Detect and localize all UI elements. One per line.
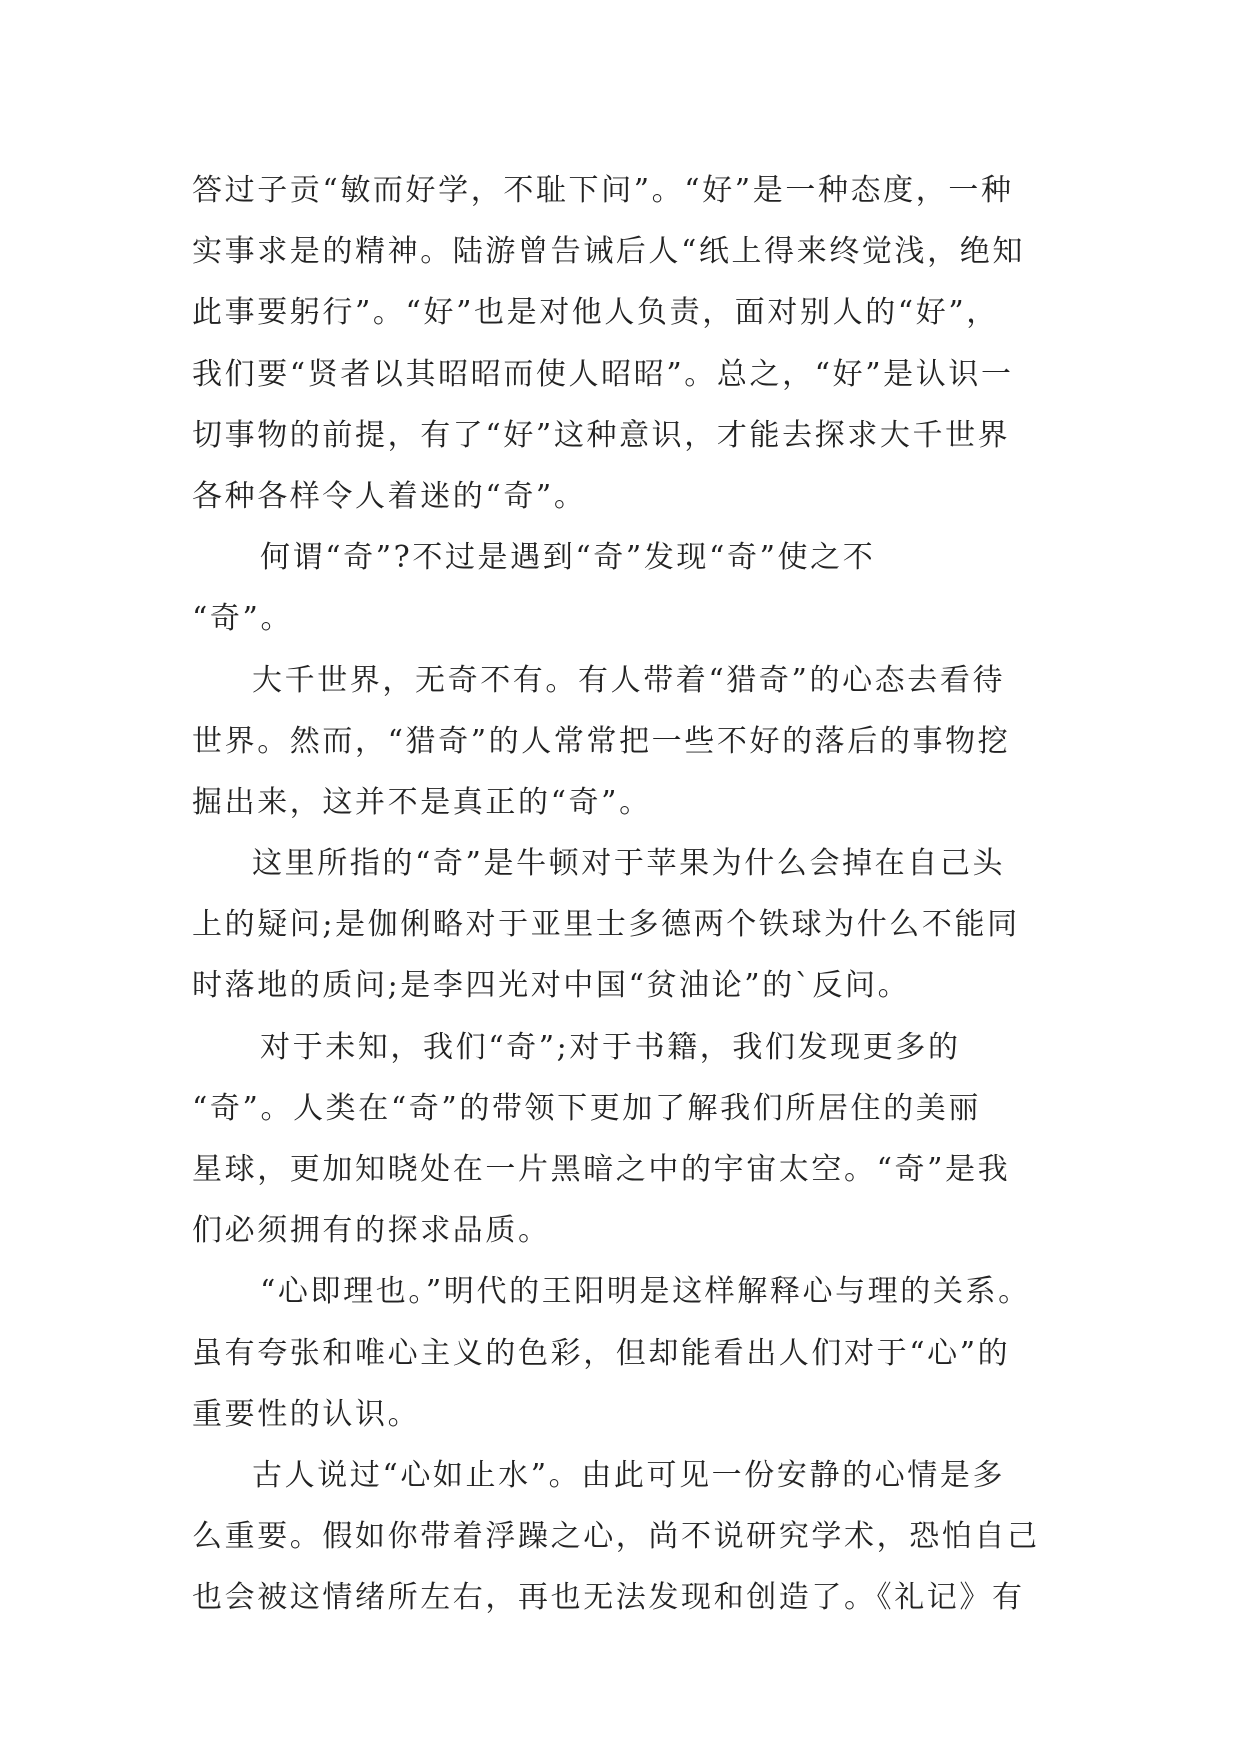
- text-line: 各种各样令人着迷的“奇”。: [192, 478, 587, 514]
- paragraph-first-line: 古人说过“心如止水”。由此可见一份安静的心情是多: [252, 1457, 1006, 1493]
- text-line: 上的疑问;是伽俐略对于亚里士多德两个铁球为什么不能同: [192, 907, 1020, 943]
- paragraph-first-line: “心即理也。”明代的王阳明是这样解释心与理的关系。: [260, 1274, 1031, 1310]
- text-line: 也会被这情绪所左右，再也无法发现和创造了。《礼记》有: [192, 1580, 1025, 1616]
- text-line: “奇”。: [192, 601, 294, 637]
- text-line: 世界。然而，“猎奇”的人常常把一些不好的落后的事物挖: [192, 723, 1011, 759]
- text-line: 答过子贡“敏而好学，不耻下问”。“好”是一种态度，一种: [192, 173, 1014, 208]
- text-line: 么重要。假如你带着浮躁之心，尚不说研究学术，恐怕自己: [192, 1519, 1040, 1555]
- text-line: 重要性的认识。: [192, 1396, 421, 1432]
- text-line: 此事要躬行”。“好”也是对他人负责，面对别人的“好”，: [192, 295, 999, 331]
- text-line: 星球，更加知晓处在一片黑暗之中的宇宙太空。“奇”是我: [192, 1152, 1011, 1187]
- text-line: 们必须拥有的探求品质。: [192, 1213, 551, 1249]
- text-line: 我们要“贤者以其昭昭而使人昭昭”。总之，“好”是认识一: [192, 356, 1014, 392]
- paragraph-first-line: 大千世界，无奇不有。有人带着“猎奇”的心态去看待: [252, 662, 1006, 698]
- text-line: 时落地的质问;是李四光对中国“贫油论”的`反问。: [192, 968, 911, 1004]
- paragraph-first-line: 何谓“奇”?不过是遇到“奇”发现“奇”使之不: [260, 540, 876, 576]
- text-line: 虽有夸张和唯心主义的色彩，但却能看出人们对于“心”的: [192, 1335, 1011, 1371]
- body-text: [192, 160, 1072, 1629]
- text-line: 掘出来，这并不是真正的“奇”。: [192, 784, 652, 820]
- paragraph-first-line: 这里所指的“奇”是牛顿对于苹果为什么会掉在自己头: [252, 846, 1006, 882]
- paragraph-first-line: 对于未知，我们“奇”;对于书籍，我们发现更多的: [260, 1029, 961, 1065]
- text-line: “奇”。人类在“奇”的带领下更加了解我们所居住的美丽: [192, 1090, 981, 1126]
- text-line: 切事物的前提，有了“好”这种意识，才能去探求大千世界: [192, 417, 1011, 453]
- text-line: 实事求是的精神。陆游曾告诫后人“纸上得来终觉浅，绝知: [192, 234, 1025, 270]
